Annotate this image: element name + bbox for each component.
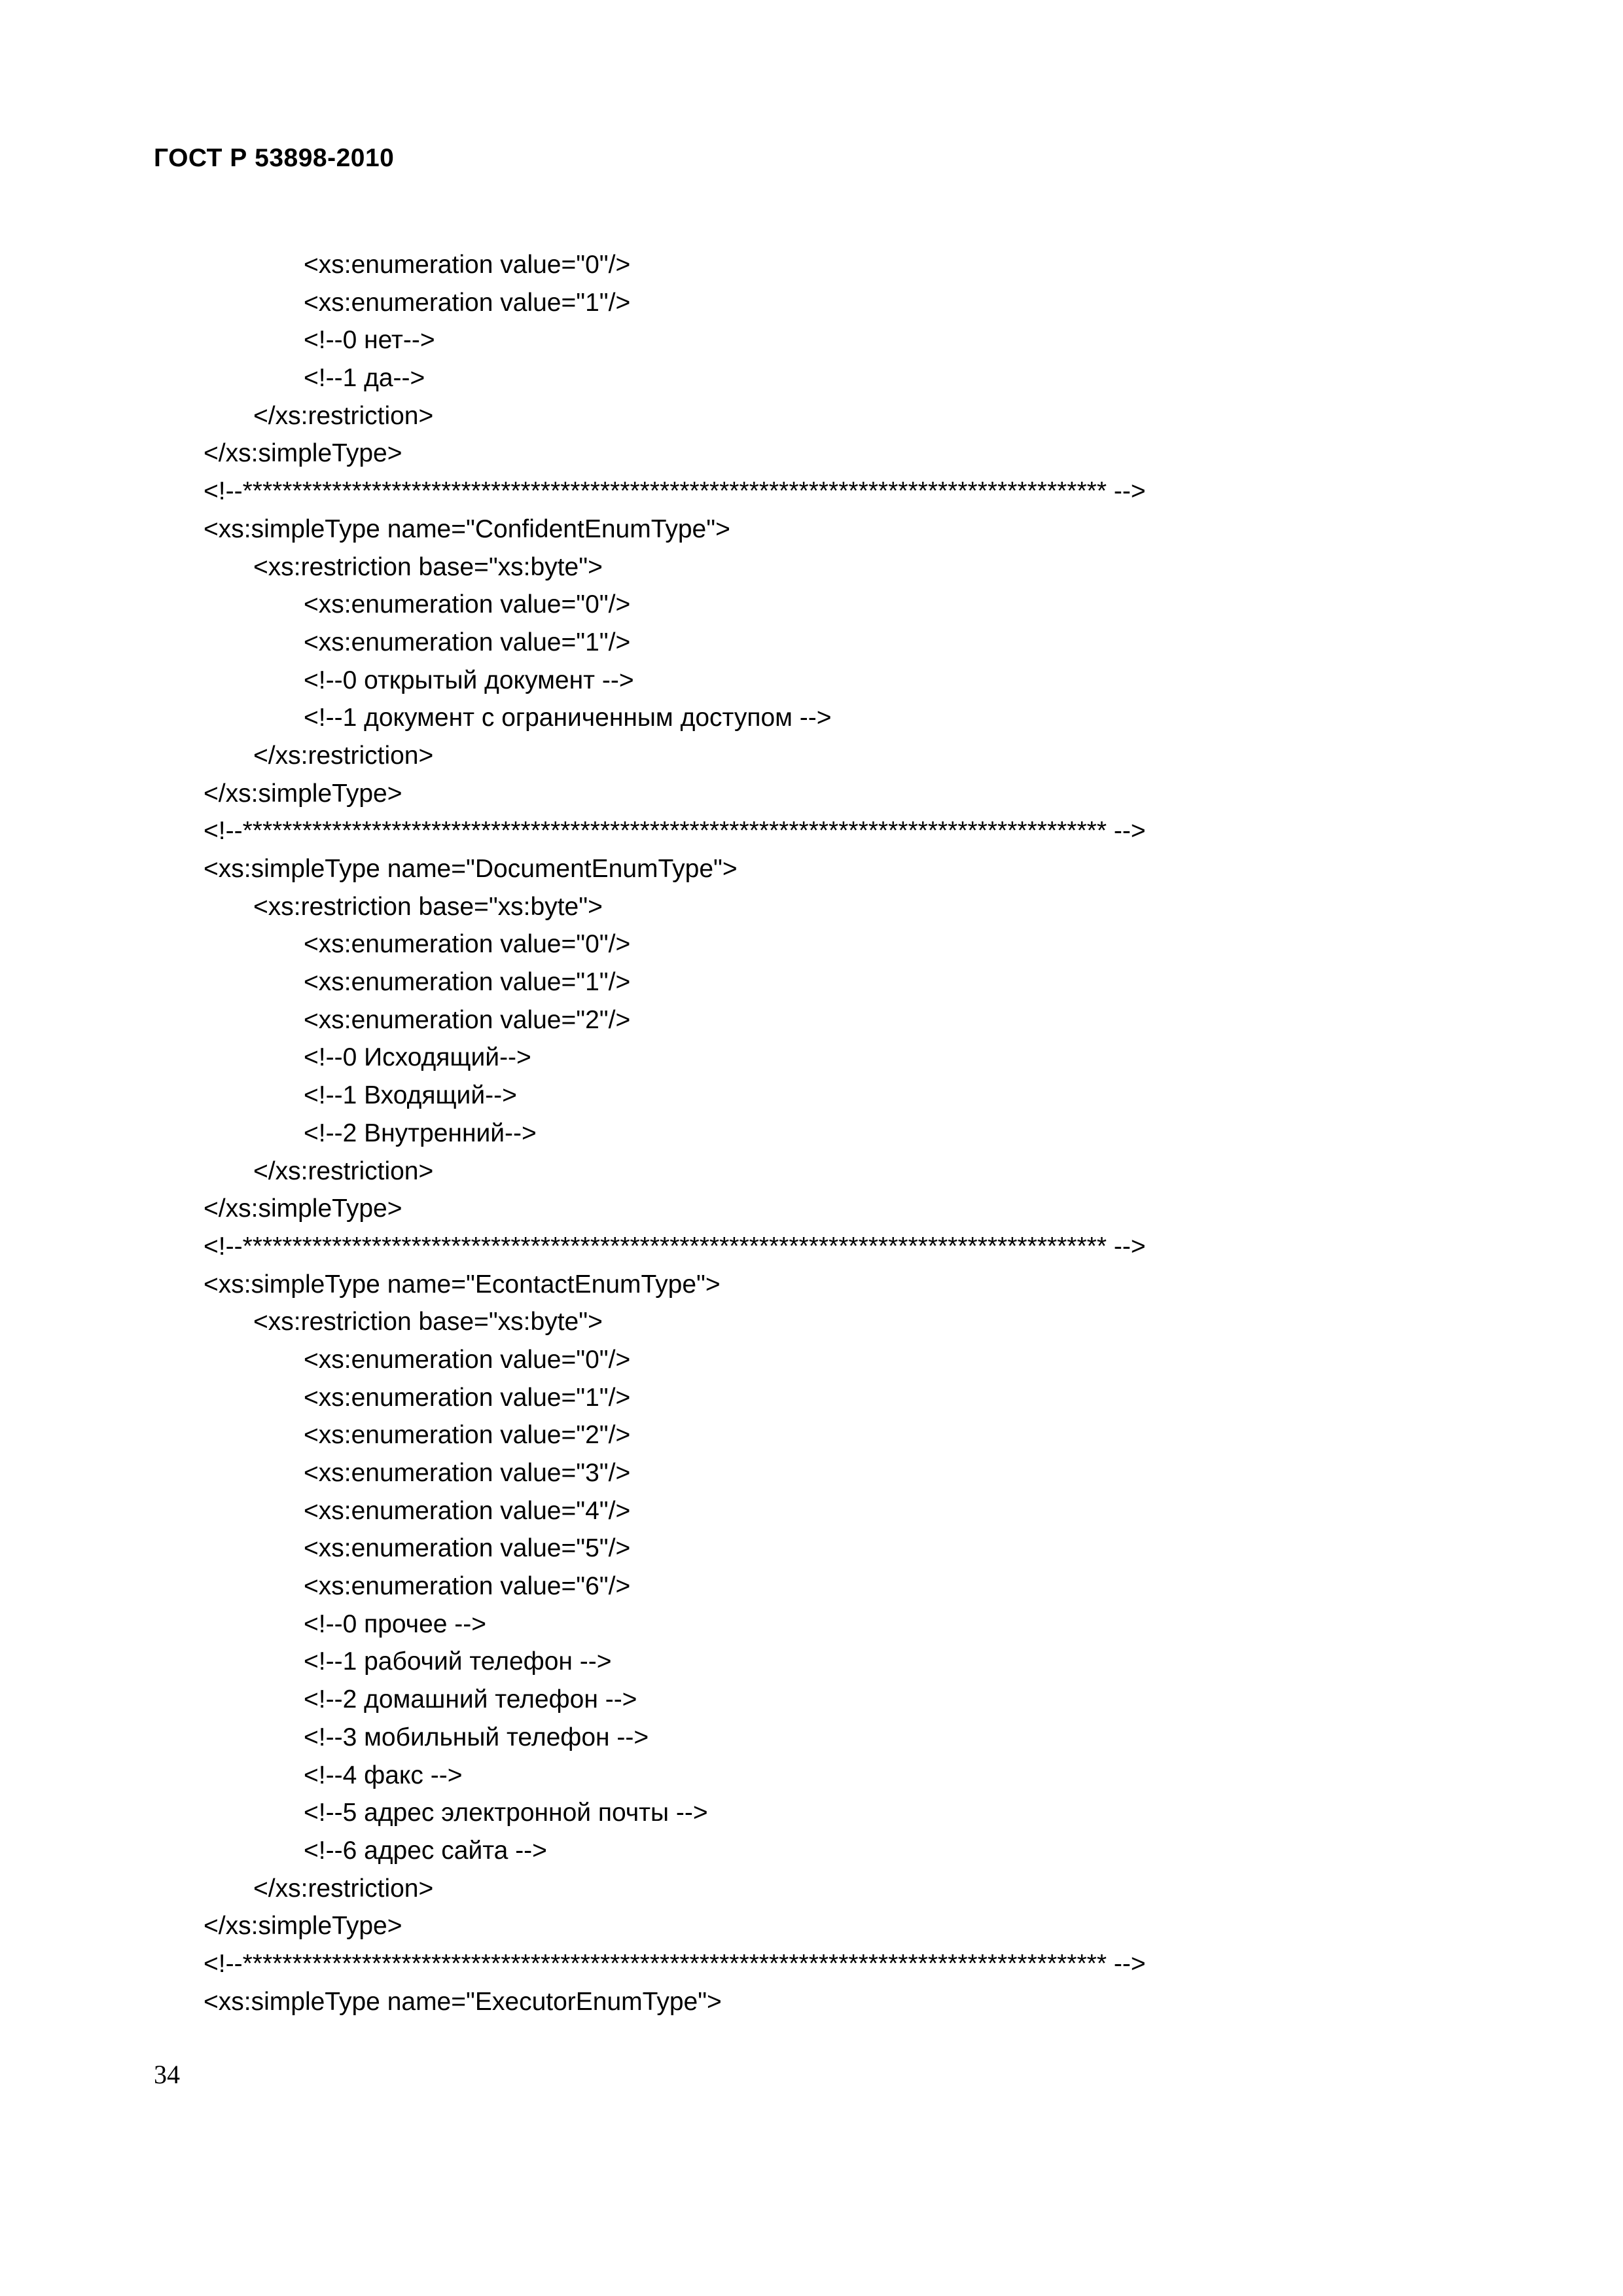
separator-comment-line: <!--*************************************************************************************** -->	[204, 1949, 1146, 1978]
enumeration-line: <xs:enumeration value="2"/>	[304, 1005, 631, 1034]
simple-type-line: <xs:simpleType name="DocumentEnumType">	[204, 855, 738, 883]
enumeration-comment-line: <!--1 документ с ограниченным доступом -->	[304, 704, 832, 732]
page-number: 34	[154, 2060, 180, 2089]
enumeration-line: <xs:enumeration value="5"/>	[304, 1534, 631, 1563]
enumeration-comment-line: <!--0 прочее -->	[304, 1609, 487, 1638]
restriction-line: <xs:restriction base="xs:byte">	[253, 552, 603, 581]
enumeration-comment-line: <!--1 да-->	[304, 364, 425, 393]
enumeration-line: <xs:enumeration value="0"/>	[304, 590, 631, 619]
enumeration-line: <xs:enumeration value="3"/>	[304, 1459, 631, 1487]
restriction-line: </xs:restriction>	[253, 1157, 434, 1185]
enumeration-comment-line: <!--4 факс -->	[304, 1761, 463, 1789]
separator-comment-line: <!--*************************************************************************************** -->	[204, 477, 1146, 506]
enumeration-line: <xs:enumeration value="6"/>	[304, 1572, 631, 1601]
restriction-line: <xs:restriction base="xs:byte">	[253, 1308, 603, 1336]
enumeration-comment-line: <!--1 рабочий телефон -->	[304, 1647, 612, 1676]
enumeration-comment-line: <!--6 адрес сайта -->	[304, 1836, 547, 1865]
simple-type-line: <xs:simpleType name="EcontactEnumType">	[204, 1270, 721, 1299]
document-standard-code: ГОСТ Р 53898-2010	[154, 144, 395, 172]
enumeration-line: <xs:enumeration value="1"/>	[304, 968, 631, 997]
enumeration-line: <xs:enumeration value="4"/>	[304, 1496, 631, 1525]
enumeration-comment-line: <!--2 Внутренний-->	[304, 1119, 537, 1147]
enumeration-comment-line: <!--2 домашний телефон -->	[304, 1685, 637, 1714]
simple-type-line: </xs:simpleType>	[204, 1194, 402, 1223]
separator-comment-line: <!--*************************************************************************************** -->	[204, 817, 1146, 846]
simple-type-line: </xs:simpleType>	[204, 439, 402, 468]
enumeration-comment-line: <!--1 Входящий-->	[304, 1081, 517, 1110]
simple-type-line: <xs:simpleType name="ConfidentEnumType">	[204, 514, 730, 543]
xml-schema-listing	[0, 246, 1623, 2020]
enumeration-comment-line: <!--5 адрес электронной почты -->	[304, 1799, 708, 1827]
simple-type-line: </xs:simpleType>	[204, 1912, 402, 1941]
simple-type-line: <xs:simpleType name="ExecutorEnumType">	[204, 1987, 722, 2016]
enumeration-line: <xs:enumeration value="1"/>	[304, 1383, 631, 1412]
enumeration-line: <xs:enumeration value="2"/>	[304, 1421, 631, 1450]
restriction-line: </xs:restriction>	[253, 401, 434, 430]
enumeration-line: <xs:enumeration value="1"/>	[304, 628, 631, 656]
enumeration-comment-line: <!--0 Исходящий-->	[304, 1043, 531, 1072]
enumeration-comment-line: <!--0 открытый документ -->	[304, 666, 634, 694]
enumeration-line: <xs:enumeration value="1"/>	[304, 288, 631, 317]
restriction-line: </xs:restriction>	[253, 741, 434, 770]
separator-comment-line: <!--*************************************************************************************** -->	[204, 1232, 1146, 1261]
enumeration-comment-line: <!--0 нет-->	[304, 326, 435, 355]
simple-type-line: </xs:simpleType>	[204, 779, 402, 808]
enumeration-line: <xs:enumeration value="0"/>	[304, 930, 631, 959]
restriction-line: </xs:restriction>	[253, 1874, 434, 1903]
enumeration-comment-line: <!--3 мобильный телефон -->	[304, 1723, 649, 1751]
restriction-line: <xs:restriction base="xs:byte">	[253, 892, 603, 921]
enumeration-line: <xs:enumeration value="0"/>	[304, 1345, 631, 1374]
enumeration-line: <xs:enumeration value="0"/>	[304, 251, 631, 279]
